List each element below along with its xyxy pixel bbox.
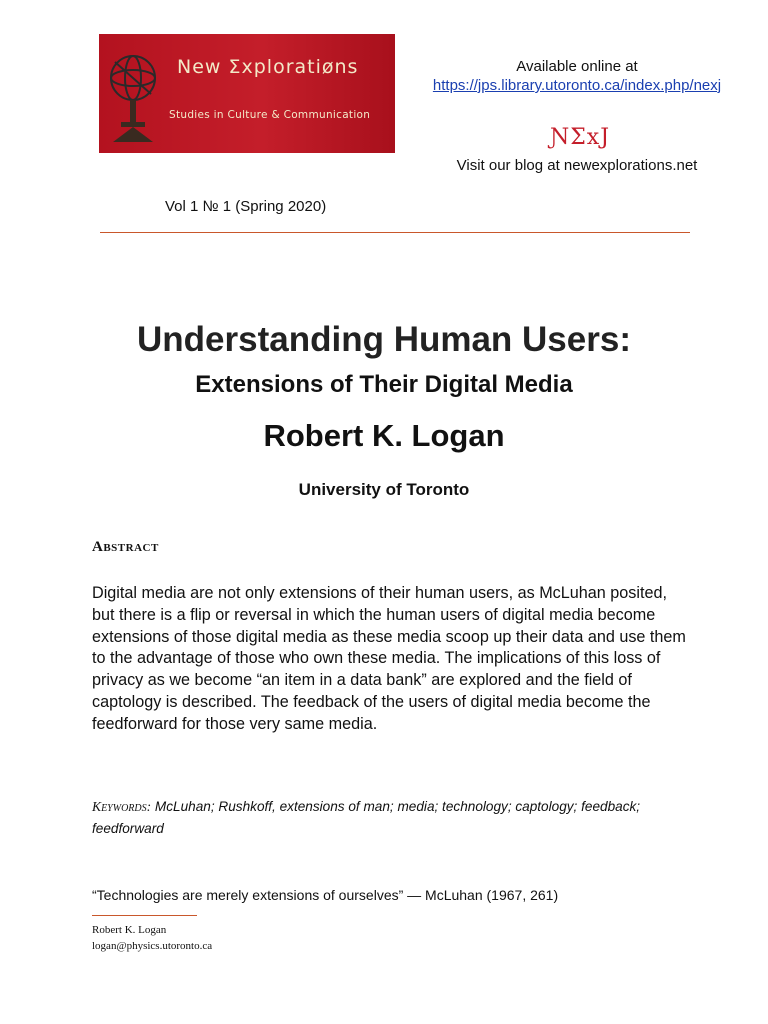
article-subtitle: Extensions of Their Digital Media (195, 371, 573, 398)
footnote-author-email: logan@physics.utoronto.ca (92, 940, 213, 952)
article-title: Understanding Human Users: (137, 320, 631, 359)
journal-banner-logo (99, 34, 395, 153)
availability-note (400, 57, 754, 95)
article-author: Robert K. Logan (263, 418, 505, 453)
banner-title: New Σxploratiøns (177, 56, 359, 78)
epigraph-quote: “Technologies are merely extensions of ourselves” — McLuhan (1967, 261) (92, 887, 559, 903)
footnote-author-name: Robert K. Logan (92, 924, 167, 936)
header-divider (100, 232, 690, 233)
armillary-sphere-icon (103, 42, 163, 146)
author-affiliation: University of Toronto (298, 480, 470, 499)
abstract-heading: Abstract (92, 539, 159, 555)
banner-subtitle: Studies in Culture & Communication (169, 109, 371, 121)
footnote-divider (92, 915, 197, 916)
abstract-text: Digital media are not only extensions of their human users, as McLuhan posited, but there is a flip or reversal in which the human users of digital media become extensions of those digital media as these media scoop up their data and use them to the advantage of those who own these media. The implications of this loss of privacy as we become “an item in a data bank” are explored and the field of captology is described. The feedback of the users of digital media become the feedforward for those very same media. (92, 584, 686, 733)
keywords-list: McLuhan; Rushkoff, extensions of man; media; technology; captology; feedback; feedforward (92, 799, 641, 836)
keywords (92, 796, 672, 839)
keywords-label: Keywords: (92, 799, 152, 814)
blog-note: Visit our blog at newexplorations.net (456, 157, 698, 174)
available-label: Available online at (516, 58, 638, 75)
nexj-logo: ƝΣxJ (549, 125, 611, 150)
journal-url-link[interactable]: https://jps.library.utoronto.ca/index.php/nexj (432, 77, 722, 94)
volume-info: Vol 1 № 1 (Spring 2020) (165, 198, 327, 215)
